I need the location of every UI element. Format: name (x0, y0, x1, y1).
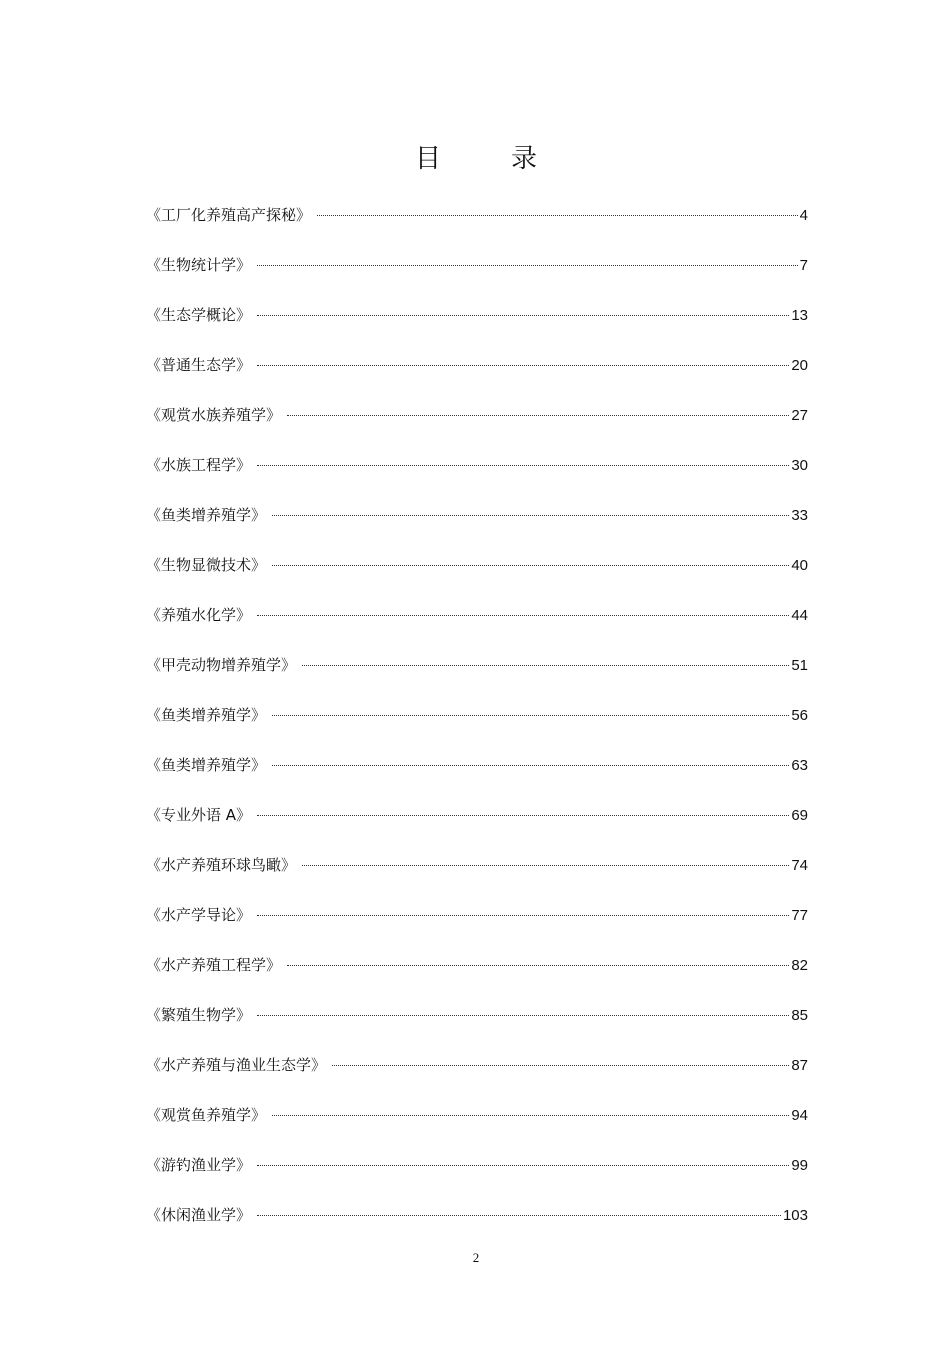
toc-entry-title: 《鱼类增养殖学》 (146, 706, 267, 724)
toc-entry-page: 33 (791, 507, 808, 524)
toc-entry-page: 51 (791, 657, 808, 674)
toc-dot-leader (257, 265, 798, 266)
toc-entry[interactable] (146, 650, 808, 700)
toc-entry-title: 《工厂化养殖高产探秘》 (146, 206, 312, 224)
toc-entry-title: 《水族工程学》 (146, 456, 252, 474)
toc-entry[interactable] (146, 450, 808, 500)
toc-dot-leader (257, 615, 789, 616)
toc-entry-page: 63 (791, 757, 808, 774)
toc-dot-leader (257, 1165, 789, 1166)
toc-dot-leader (257, 815, 789, 816)
toc-entry[interactable] (146, 500, 808, 550)
toc-entry-title: 《繁殖生物学》 (146, 1006, 252, 1024)
toc-dot-leader (257, 365, 789, 366)
toc-dot-leader (332, 1065, 789, 1066)
toc-entry-page: 56 (791, 707, 808, 724)
toc-entry-title: 《专业外语 A》 (146, 806, 252, 824)
toc-entry-page: 20 (791, 357, 808, 374)
toc-dot-leader (287, 965, 789, 966)
page-number: 2 (472, 1250, 480, 1265)
toc-entry[interactable] (146, 1000, 808, 1050)
toc-title: 目 录 (414, 144, 559, 175)
toc-entry-title: 《生态学概论》 (146, 306, 252, 324)
toc-entry-page: 85 (791, 1007, 808, 1024)
toc-entry[interactable] (146, 900, 808, 950)
toc-entry-page: 44 (791, 607, 808, 624)
toc-entry[interactable] (146, 250, 808, 300)
toc-entry-page: 82 (791, 957, 808, 974)
toc-entry-page: 69 (791, 807, 808, 824)
toc-entry[interactable] (146, 1150, 808, 1200)
toc-dot-leader (287, 415, 789, 416)
toc-dot-leader (302, 865, 789, 866)
toc-entry-title: 《甲壳动物增养殖学》 (146, 656, 297, 674)
toc-entry-page: 30 (791, 457, 808, 474)
toc-entry-page: 4 (799, 207, 808, 224)
toc-entry-title: 《观赏鱼养殖学》 (146, 1106, 267, 1124)
toc-entry-page: 74 (791, 857, 808, 874)
toc-entry[interactable] (146, 600, 808, 650)
toc-entry-page: 99 (791, 1157, 808, 1174)
toc-entry[interactable] (146, 750, 808, 800)
toc-entry[interactable] (146, 300, 808, 350)
toc-entry-title: 《游钓渔业学》 (146, 1156, 252, 1174)
toc-entry-page: 77 (791, 907, 808, 924)
toc-entry-title: 《观赏水族养殖学》 (146, 406, 282, 424)
toc-entry-title: 《养殖水化学》 (146, 606, 252, 624)
toc-entry[interactable] (146, 350, 808, 400)
toc-entry[interactable] (146, 850, 808, 900)
toc-entry-title: 《水产养殖工程学》 (146, 956, 282, 974)
toc-entry-title: 《生物显微技术》 (146, 556, 267, 574)
toc-list (146, 200, 808, 1250)
toc-entry[interactable] (146, 1200, 808, 1250)
toc-entry-title: 《鱼类增养殖学》 (146, 756, 267, 774)
toc-entry[interactable] (146, 1100, 808, 1150)
toc-dot-leader (257, 915, 789, 916)
toc-entry[interactable] (146, 200, 808, 250)
toc-entry-title: 《水产养殖与渔业生态学》 (146, 1056, 327, 1074)
toc-entry-page: 94 (791, 1107, 808, 1124)
toc-dot-leader (272, 515, 789, 516)
toc-entry-page: 103 (782, 1207, 808, 1224)
toc-entry-page: 40 (791, 557, 808, 574)
toc-dot-leader (257, 315, 789, 316)
toc-dot-leader (257, 1015, 789, 1016)
toc-entry[interactable] (146, 550, 808, 600)
toc-dot-leader (317, 215, 798, 216)
toc-entry-title: 《鱼类增养殖学》 (146, 506, 267, 524)
toc-entry-page: 87 (791, 1057, 808, 1074)
toc-entry[interactable] (146, 1050, 808, 1100)
toc-entry[interactable] (146, 400, 808, 450)
toc-entry-title: 《生物统计学》 (146, 256, 252, 274)
toc-dot-leader (302, 665, 789, 666)
toc-dot-leader (272, 1115, 789, 1116)
toc-entry-page: 13 (791, 307, 808, 324)
toc-dot-leader (257, 1215, 781, 1216)
toc-entry-page: 7 (799, 257, 808, 274)
toc-entry-title: 《水产养殖环球鸟瞰》 (146, 856, 297, 874)
toc-dot-leader (272, 565, 789, 566)
toc-entry[interactable] (146, 950, 808, 1000)
toc-entry-title: 《普通生态学》 (146, 356, 252, 374)
toc-entry-page: 27 (791, 407, 808, 424)
toc-entry-title: 《休闲渔业学》 (146, 1206, 252, 1224)
toc-dot-leader (257, 465, 789, 466)
toc-dot-leader (272, 715, 789, 716)
toc-entry[interactable] (146, 800, 808, 850)
toc-dot-leader (272, 765, 789, 766)
toc-entry-title: 《水产学导论》 (146, 906, 252, 924)
toc-entry[interactable] (146, 700, 808, 750)
